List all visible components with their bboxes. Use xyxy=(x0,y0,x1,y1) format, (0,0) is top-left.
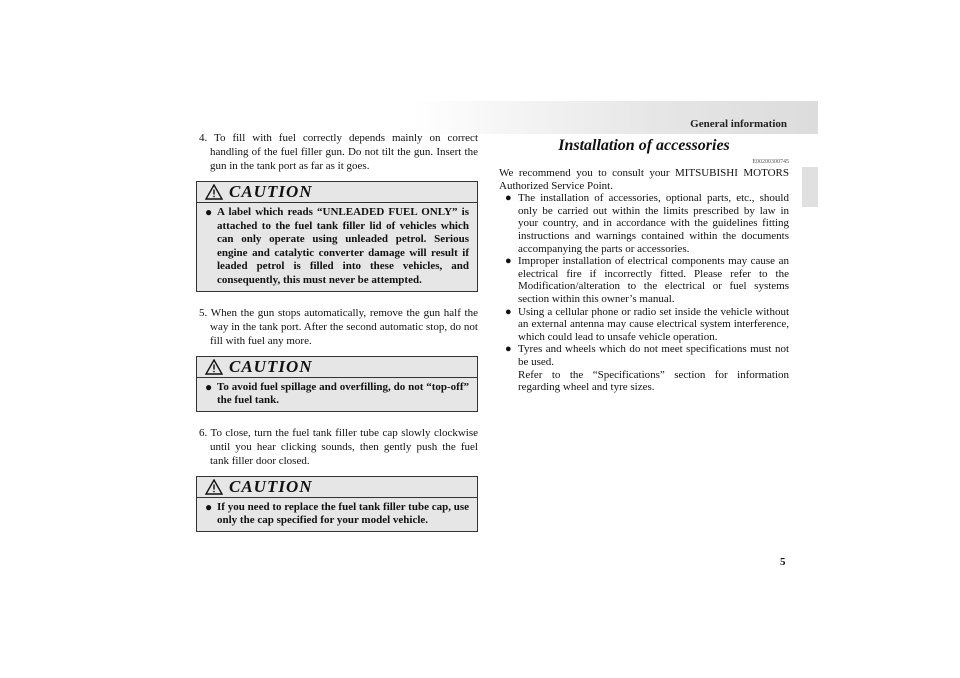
caution-box-1 xyxy=(196,181,478,292)
caution-1-text: A label which reads “UNLEADED FUEL ONLY” is attached to the fuel tank filler lid of vehicles which can only operate using unleaded petrol. Serious engine and catalytic converter damage will result if leaded petrol is filled into these vehicles, and consequently, this must never be attempted. xyxy=(217,206,469,286)
left-column xyxy=(196,131,478,532)
caution-box-2 xyxy=(196,356,478,412)
caution-box-3 xyxy=(196,476,478,532)
bullet-icon: ● xyxy=(505,343,512,356)
bullet-icon: ● xyxy=(505,255,512,268)
step-5-text: 5. When the gun stops automatically, remove the gun half the way in the tank port. After the second automatic stop, do not fill with fuel any more. xyxy=(199,306,478,347)
intro-paragraph: We recommend you to consult your MITSUBISHI MOTORS Authorized Service Point. xyxy=(499,167,789,192)
bullet-icon: ● xyxy=(505,192,512,205)
caution-heading: CAUTION xyxy=(229,356,313,376)
caution-2-text: To avoid fuel spillage and overfilling, do not “top-off” the fuel tank. xyxy=(217,380,469,407)
list-item-text: Tyres and wheels which do not meet specifications must not be used. xyxy=(518,343,789,368)
list-item xyxy=(499,343,789,393)
list-item: ● The installation of accessories, optional parts, etc., should only be carried out within the limits prescribed by law in your country, and in accordance with the guidelines fitting instructions and warnings contained within the documents accompanying the parts or accessories. xyxy=(505,192,789,255)
list-item: ● Using a cellular phone or radio set inside the vehicle without an external antenna may cause electrical system interference, which could lead to unsafe vehicle operation. xyxy=(505,305,789,343)
bullet-icon: ● xyxy=(205,379,213,394)
header-title: General information xyxy=(690,118,787,130)
step-4-text: 4. To fill with fuel correctly depends mainly on correct handling of the fuel filler gun. Do not tilt the gun. Insert the gun in the tank port as far as it goes. xyxy=(199,132,478,172)
warning-triangle-icon xyxy=(205,359,223,375)
list-item: ● Improper installation of electrical components may cause an electrical fire if incorrectly fitted. Please refer to the Modification/alteration to the electrical or fuel systems section within this owner’s manual. xyxy=(505,255,789,305)
bullet-icon: ● xyxy=(205,205,213,219)
section-side-tab xyxy=(802,167,818,207)
reference-code: E00200300745 xyxy=(752,159,789,165)
bullet-icon: ● xyxy=(205,499,213,514)
page-number: 5 xyxy=(780,556,786,568)
caution-heading: CAUTION xyxy=(229,476,313,496)
caution-header xyxy=(197,477,477,498)
step-6-text: 6. To close, turn the fuel tank filler tube cap slowly clockwise until you hear clicking sounds, then gently push the fuel tank filler door closed. xyxy=(199,426,478,467)
caution-3-text: If you need to replace the fuel tank filler tube cap, use only the cap specified for your model vehicle. xyxy=(217,500,469,527)
warning-triangle-icon xyxy=(205,184,223,200)
list-item-note: Refer to the “Specifications” section for information regarding wheel and tyre sizes. xyxy=(518,368,789,394)
caution-header xyxy=(197,182,477,203)
caution-heading: CAUTION xyxy=(229,182,313,201)
warning-triangle-icon xyxy=(205,479,223,495)
section-title: Installation of accessories xyxy=(558,137,730,154)
bullet-icon: ● xyxy=(505,305,512,318)
right-column xyxy=(499,136,789,394)
caution-header xyxy=(197,357,477,378)
